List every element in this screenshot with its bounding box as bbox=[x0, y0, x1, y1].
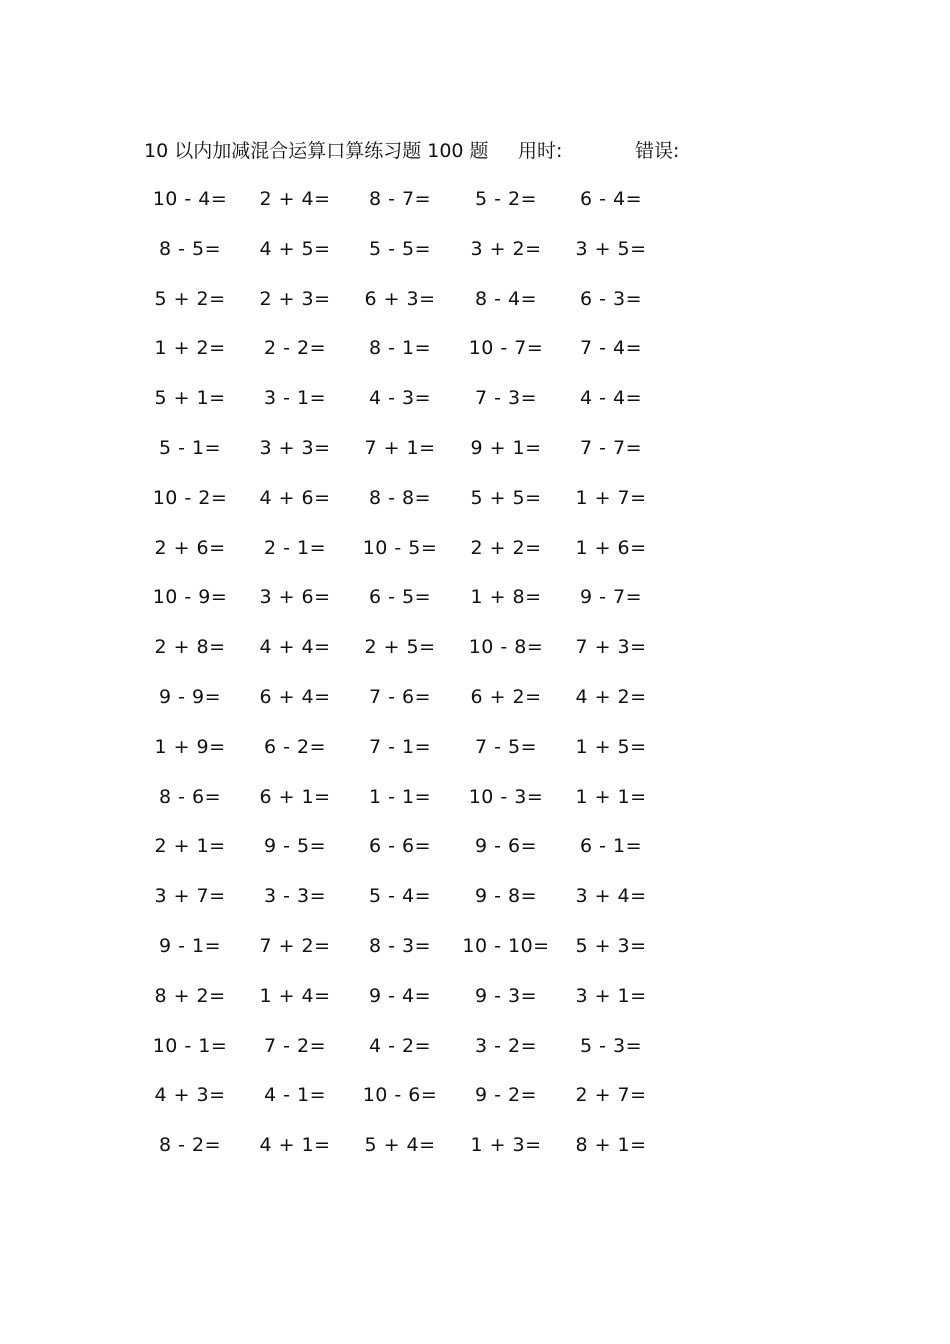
arithmetic-problem: 9 - 3= bbox=[474, 984, 538, 1007]
arithmetic-problem: 1 + 9= bbox=[154, 735, 226, 758]
arithmetic-problem: 8 - 5= bbox=[158, 237, 222, 260]
arithmetic-problem: 2 - 2= bbox=[263, 337, 327, 360]
arithmetic-problem: 4 - 2= bbox=[368, 1034, 432, 1057]
arithmetic-problem: 9 - 6= bbox=[474, 835, 538, 858]
problem-row bbox=[140, 333, 680, 383]
arithmetic-problem: 5 + 5= bbox=[470, 486, 542, 509]
arithmetic-problem: 1 + 3= bbox=[470, 1134, 542, 1157]
arithmetic-problem: 10 - 2= bbox=[152, 486, 228, 509]
arithmetic-problem: 9 - 4= bbox=[368, 984, 432, 1007]
arithmetic-problem: 3 + 7= bbox=[154, 885, 226, 908]
arithmetic-problem: 9 - 8= bbox=[474, 885, 538, 908]
arithmetic-problem: 7 - 1= bbox=[368, 735, 432, 758]
arithmetic-problem: 5 - 1= bbox=[158, 436, 222, 459]
arithmetic-problem: 2 + 1= bbox=[154, 835, 226, 858]
arithmetic-problem: 8 - 4= bbox=[474, 287, 538, 310]
arithmetic-problem: 6 - 4= bbox=[579, 188, 643, 210]
problem-grid bbox=[140, 184, 680, 1180]
arithmetic-problem: 4 - 3= bbox=[368, 387, 432, 410]
arithmetic-problem: 6 + 3= bbox=[364, 287, 436, 310]
arithmetic-problem: 8 + 2= bbox=[154, 984, 226, 1007]
arithmetic-problem: 3 + 5= bbox=[575, 237, 647, 260]
arithmetic-problem: 1 + 7= bbox=[575, 486, 647, 509]
worksheet-header bbox=[144, 136, 704, 166]
arithmetic-problem: 1 + 8= bbox=[470, 586, 542, 609]
arithmetic-problem: 3 + 2= bbox=[470, 237, 542, 260]
problem-row bbox=[140, 782, 680, 832]
arithmetic-problem: 9 - 1= bbox=[158, 934, 222, 957]
problem-row bbox=[140, 632, 680, 682]
problem-row bbox=[140, 931, 680, 981]
arithmetic-problem: 2 + 3= bbox=[259, 287, 331, 310]
arithmetic-problem: 7 + 1= bbox=[364, 436, 436, 459]
problem-row bbox=[140, 483, 680, 533]
arithmetic-problem: 10 - 4= bbox=[152, 188, 228, 210]
problem-row bbox=[140, 284, 680, 334]
arithmetic-problem: 4 + 5= bbox=[259, 237, 331, 260]
arithmetic-problem: 2 + 2= bbox=[470, 536, 542, 559]
arithmetic-problem: 7 - 6= bbox=[368, 685, 432, 708]
arithmetic-problem: 7 - 5= bbox=[474, 735, 538, 758]
arithmetic-problem: 6 + 1= bbox=[259, 785, 331, 808]
arithmetic-problem: 9 - 5= bbox=[263, 835, 327, 858]
arithmetic-problem: 7 + 3= bbox=[575, 636, 647, 659]
arithmetic-problem: 5 - 4= bbox=[368, 885, 432, 908]
arithmetic-problem: 5 + 1= bbox=[154, 387, 226, 410]
arithmetic-problem: 10 - 6= bbox=[362, 1084, 438, 1107]
problem-row bbox=[140, 1130, 680, 1180]
arithmetic-problem: 1 + 6= bbox=[575, 536, 647, 559]
arithmetic-problem: 10 - 3= bbox=[468, 785, 544, 808]
arithmetic-problem: 8 - 3= bbox=[368, 934, 432, 957]
arithmetic-problem: 10 - 1= bbox=[152, 1034, 228, 1057]
arithmetic-problem: 4 + 2= bbox=[575, 685, 647, 708]
problem-row bbox=[140, 831, 680, 881]
arithmetic-problem: 2 + 4= bbox=[259, 188, 331, 210]
arithmetic-problem: 6 + 4= bbox=[259, 685, 331, 708]
arithmetic-problem: 1 + 4= bbox=[259, 984, 331, 1007]
arithmetic-problem: 10 - 8= bbox=[468, 636, 544, 659]
arithmetic-problem: 6 - 5= bbox=[368, 586, 432, 609]
arithmetic-problem: 3 - 2= bbox=[474, 1034, 538, 1057]
arithmetic-problem: 7 - 3= bbox=[474, 387, 538, 410]
problem-row bbox=[140, 1031, 680, 1081]
arithmetic-problem: 4 + 1= bbox=[259, 1134, 331, 1157]
arithmetic-problem: 2 + 7= bbox=[575, 1084, 647, 1107]
arithmetic-problem: 3 + 3= bbox=[259, 436, 331, 459]
arithmetic-problem: 10 - 7= bbox=[468, 337, 544, 360]
arithmetic-problem: 2 + 6= bbox=[154, 536, 226, 559]
arithmetic-problem: 3 + 4= bbox=[575, 885, 647, 908]
arithmetic-problem: 9 - 7= bbox=[579, 586, 643, 609]
arithmetic-problem: 5 + 2= bbox=[154, 287, 226, 310]
arithmetic-problem: 7 - 4= bbox=[579, 337, 643, 360]
arithmetic-problem: 8 - 2= bbox=[158, 1134, 222, 1157]
arithmetic-problem: 7 - 2= bbox=[263, 1034, 327, 1057]
problem-row bbox=[140, 881, 680, 931]
arithmetic-problem: 3 - 3= bbox=[263, 885, 327, 908]
problem-row bbox=[140, 582, 680, 632]
arithmetic-problem: 8 - 7= bbox=[368, 188, 432, 210]
arithmetic-problem: 9 - 9= bbox=[158, 685, 222, 708]
arithmetic-problem: 8 - 6= bbox=[158, 785, 222, 808]
arithmetic-problem: 9 - 2= bbox=[474, 1084, 538, 1107]
arithmetic-problem: 7 + 2= bbox=[259, 934, 331, 957]
error-count-label: 错误: bbox=[635, 140, 680, 162]
problem-row bbox=[140, 732, 680, 782]
arithmetic-problem: 4 - 1= bbox=[263, 1084, 327, 1107]
arithmetic-problem: 8 + 1= bbox=[575, 1134, 647, 1157]
arithmetic-problem: 1 + 2= bbox=[154, 337, 226, 360]
arithmetic-problem: 4 - 4= bbox=[579, 387, 643, 410]
time-used-label: 用时: bbox=[518, 140, 563, 162]
arithmetic-problem: 1 + 5= bbox=[575, 735, 647, 758]
arithmetic-problem: 5 - 2= bbox=[474, 188, 538, 210]
problem-row bbox=[140, 383, 680, 433]
arithmetic-problem: 4 + 4= bbox=[259, 636, 331, 659]
problem-row bbox=[140, 184, 680, 234]
arithmetic-problem: 10 - 10= bbox=[462, 934, 550, 957]
arithmetic-problem: 4 + 6= bbox=[259, 486, 331, 509]
arithmetic-problem: 7 - 7= bbox=[579, 436, 643, 459]
arithmetic-problem: 1 - 1= bbox=[368, 785, 432, 808]
problem-row bbox=[140, 433, 680, 483]
problem-row bbox=[140, 533, 680, 583]
arithmetic-problem: 2 + 8= bbox=[154, 636, 226, 659]
arithmetic-problem: 2 - 1= bbox=[263, 536, 327, 559]
problem-row bbox=[140, 682, 680, 732]
arithmetic-problem: 1 + 1= bbox=[575, 785, 647, 808]
problem-row bbox=[140, 981, 680, 1031]
arithmetic-problem: 4 + 3= bbox=[154, 1084, 226, 1107]
arithmetic-problem: 5 + 3= bbox=[575, 934, 647, 957]
arithmetic-problem: 3 + 6= bbox=[259, 586, 331, 609]
problem-row bbox=[140, 1080, 680, 1130]
arithmetic-problem: 3 - 1= bbox=[263, 387, 327, 410]
arithmetic-problem: 5 - 5= bbox=[368, 237, 432, 260]
arithmetic-problem: 8 - 1= bbox=[368, 337, 432, 360]
arithmetic-problem: 9 + 1= bbox=[470, 436, 542, 459]
arithmetic-problem: 3 + 1= bbox=[575, 984, 647, 1007]
arithmetic-problem: 6 - 2= bbox=[263, 735, 327, 758]
problem-row bbox=[140, 234, 680, 284]
worksheet-title: 10 以内加减混合运算口算练习题 100 题 bbox=[144, 140, 489, 162]
arithmetic-problem: 6 - 1= bbox=[579, 835, 643, 858]
arithmetic-problem: 6 + 2= bbox=[470, 685, 542, 708]
arithmetic-problem: 6 - 6= bbox=[368, 835, 432, 858]
arithmetic-problem: 5 + 4= bbox=[364, 1134, 436, 1157]
arithmetic-problem: 8 - 8= bbox=[368, 486, 432, 509]
arithmetic-problem: 2 + 5= bbox=[364, 636, 436, 659]
arithmetic-problem: 5 - 3= bbox=[579, 1034, 643, 1057]
arithmetic-problem: 10 - 9= bbox=[152, 586, 228, 609]
arithmetic-problem: 10 - 5= bbox=[362, 536, 438, 559]
arithmetic-problem: 6 - 3= bbox=[579, 287, 643, 310]
